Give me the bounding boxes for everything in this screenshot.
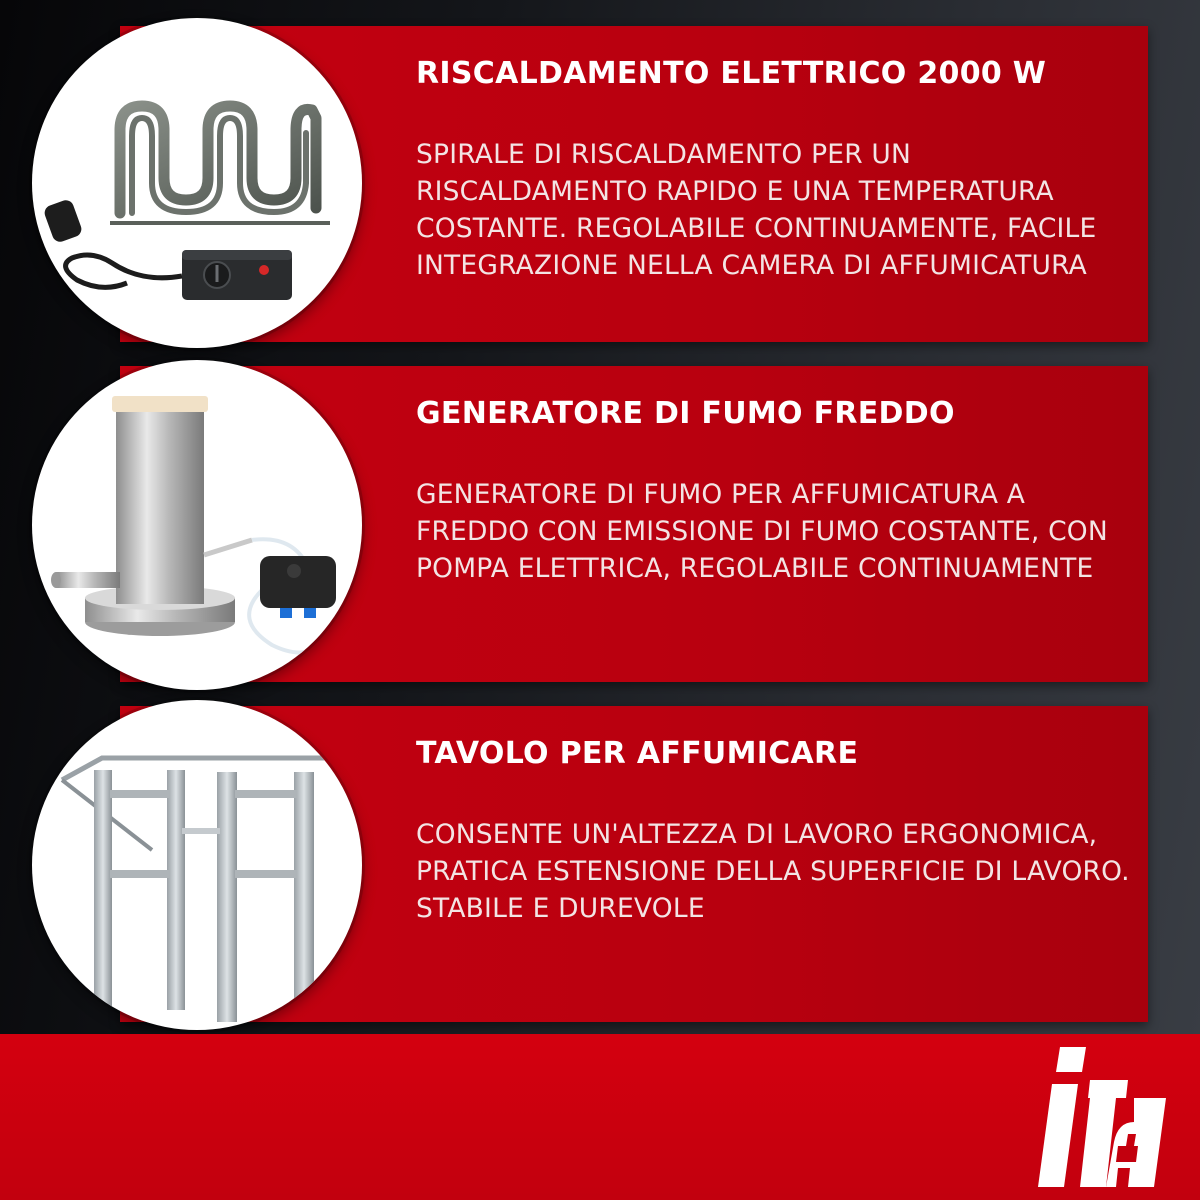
ita-logo [1030,1042,1170,1192]
feature-description: CONSENTE UN'ALTEZZA DI LAVORO ERGONOMICA, PRATICA ESTENSIONE DELLA SUPERFICIE DI LAVORO. STABILE E DUREVOLE [416,819,1130,924]
brand-band [0,1034,1200,1200]
smoking-table-icon [32,700,362,1030]
smoking-table-image [32,700,362,1030]
feature-title: TAVOLO PER AFFUMICARE [416,736,859,771]
smoke-generator-icon [32,360,362,690]
smoke-generator-image [32,360,362,690]
feature-title: RISCALDAMENTO ELETTRICO 2000 W [416,56,1047,91]
heating-element-icon [32,18,362,348]
feature-description: SPIRALE DI RISCALDAMENTO PER UN RISCALDAMENTO RAPIDO E UNA TEMPERATURA COSTANTE. REGOLABILE CONTINUAMENTE, FACILE INTEGRAZIONE NELLA CAMERA DI AFFUMICATURA [416,139,1097,281]
heating-element-image [32,18,362,348]
feature-title: GENERATORE DI FUMO FREDDO [416,396,955,431]
feature-description: GENERATORE DI FUMO PER AFFUMICATURA A FREDDO CON EMISSIONE DI FUMO COSTANTE, CON POMPA ELETTRICA, REGOLABILE CONTINUAMENTE [416,479,1108,584]
